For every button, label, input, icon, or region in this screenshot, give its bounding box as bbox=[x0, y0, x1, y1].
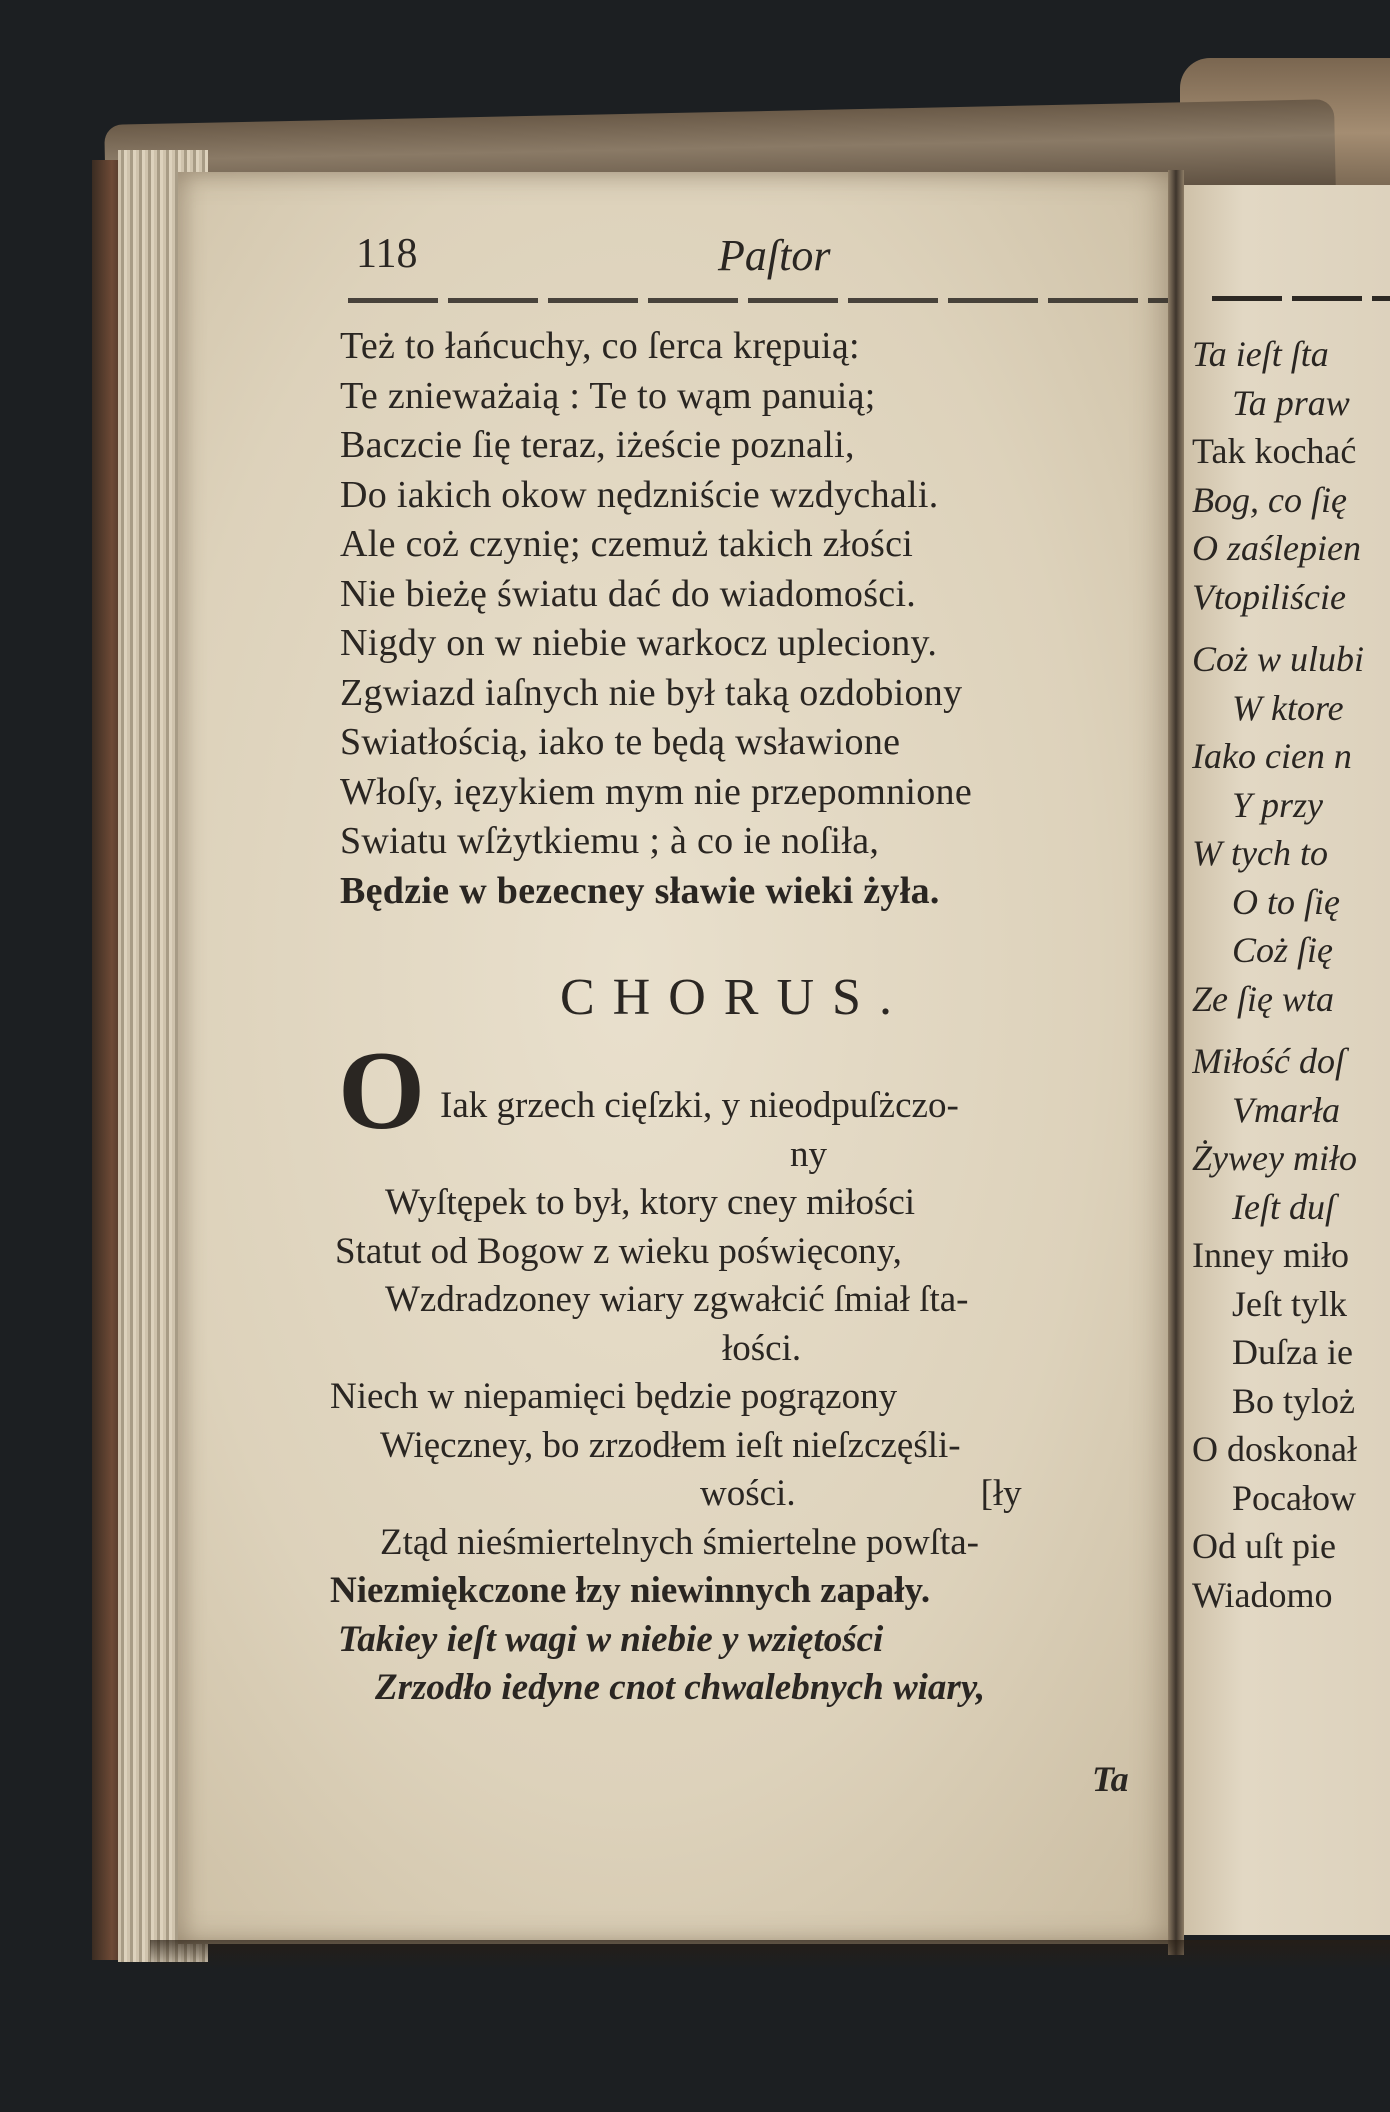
chorus-line: Iak grzech cięſzki, y nieodpuſżczo- bbox=[440, 1085, 959, 1126]
right-header-rule bbox=[1212, 296, 1390, 301]
verse-line: Te znieważaią : Te to wąm panuią; bbox=[340, 374, 876, 417]
chorus-line: Niech w niepamięci będzie pogrązony bbox=[330, 1376, 898, 1417]
chorus-line: łości. bbox=[722, 1327, 802, 1369]
fragment-line: Tak kochać bbox=[1192, 431, 1357, 471]
verse-line: Zgwiazd iaſnych nie był taką ozdobiony bbox=[340, 671, 963, 714]
fragment-line: Ze ſię wta bbox=[1192, 978, 1334, 1019]
fragment-line: W ktore bbox=[1232, 687, 1344, 728]
page-number: 118 bbox=[356, 231, 418, 277]
verse-line: Też to łańcuchy, co ſerca krępuią: bbox=[340, 325, 860, 367]
fragment-line: Od uſt pie bbox=[1192, 1526, 1336, 1566]
fragment-line: Coż w ulubi bbox=[1192, 639, 1365, 679]
fragment-line: Y przy bbox=[1232, 784, 1324, 825]
chorus-block bbox=[330, 1082, 1180, 1713]
chorus-line: Wzdradzoney wiary zgwałcić ſmiał ſta- bbox=[385, 1279, 969, 1320]
fragment-line: Duſza ie bbox=[1232, 1332, 1353, 1372]
fragment-line: Żywey miło bbox=[1192, 1138, 1357, 1178]
fragment-line: Vmarła bbox=[1232, 1089, 1340, 1130]
fragment-line: Jeſt tylk bbox=[1232, 1283, 1347, 1324]
fragment-line: Iako cien n bbox=[1192, 736, 1352, 776]
fragment-line: O zaślepien bbox=[1192, 528, 1361, 568]
chorus-line: Niezmiękczone łzy niewinnych zapały. bbox=[330, 1570, 931, 1611]
fragment-line: Bo tyloż bbox=[1232, 1380, 1355, 1421]
fragment-spacer bbox=[1192, 621, 1390, 635]
fragment-line: O to ſię bbox=[1232, 881, 1340, 922]
bottom-shadow bbox=[150, 1940, 1390, 1970]
verse-line: Swiatu wſżytkiemu ; à co ie noſiła, bbox=[340, 820, 880, 862]
verse-block bbox=[340, 322, 1170, 916]
header-rule bbox=[348, 298, 1168, 303]
chorus-line: Więczney, bo zrzodłem ieſt nieſzczęśli- bbox=[380, 1424, 961, 1466]
fragment-line: Vtopiliście bbox=[1192, 576, 1346, 617]
catchword: Ta bbox=[1092, 1759, 1129, 1799]
fragment-line: W tych to bbox=[1192, 833, 1328, 873]
right-page-fragments bbox=[1192, 330, 1390, 1619]
verse-line: Nigdy on w niebie warkocz upleciony. bbox=[340, 622, 938, 664]
fragment-line: Pocałow bbox=[1232, 1477, 1356, 1518]
fragment-line: Bog, co ſię bbox=[1192, 479, 1347, 520]
fragment-line: Wiadomo bbox=[1192, 1574, 1333, 1615]
chorus-heading: CHORUS. bbox=[560, 969, 910, 1026]
fragment-line: Ieſt duſ bbox=[1232, 1186, 1335, 1227]
fragment-line: Ta praw bbox=[1232, 382, 1350, 423]
verse-line: Będzie w bezecney sławie wieki żyła. bbox=[340, 869, 940, 912]
verse-line: Do iakich okow nędzniście wzdychali. bbox=[340, 473, 939, 516]
verse-line: Ale coż czynię; czemuż takich złości bbox=[340, 523, 914, 565]
chorus-line: ny bbox=[790, 1133, 827, 1175]
chorus-line: Ztąd nieśmiertelnych śmiertelne powſta- bbox=[380, 1521, 979, 1563]
verse-line: Włoſy, ięzykiem mym nie przepomnione bbox=[340, 770, 972, 813]
verse-line: Baczcie ſię teraz, iżeście poznali, bbox=[340, 424, 855, 466]
fragment-line: Miłość doſ bbox=[1192, 1041, 1345, 1081]
verse-line: Swiatłością, iako te będą wsławione bbox=[340, 721, 901, 763]
chorus-line: wości. [ły bbox=[700, 1473, 1022, 1514]
page-header bbox=[356, 230, 1156, 290]
fragment-line: Coż ſię bbox=[1232, 930, 1334, 970]
running-title: Paſtor bbox=[718, 231, 831, 280]
chorus-dropcap: O bbox=[338, 1029, 426, 1153]
chorus-line: Statut od Bogow z wieku poświęcony, bbox=[335, 1230, 902, 1272]
fragment-spacer bbox=[1192, 1023, 1390, 1037]
fragment-line: Inney miło bbox=[1192, 1235, 1349, 1275]
fragment-line: O doskonał bbox=[1192, 1429, 1357, 1469]
chorus-line: Wyſtępek to był, ktory cney miłości bbox=[385, 1182, 916, 1223]
verse-line: Nie bieżę światu dać do wiadomości. bbox=[340, 572, 917, 615]
chorus-line: Zrzodło iedyne cnot chwalebnych wiary, bbox=[375, 1667, 986, 1708]
chorus-line: Takiey ieſt wagi w niebie y wziętości bbox=[338, 1618, 884, 1660]
fragment-line: Ta ieſt ſta bbox=[1192, 334, 1329, 374]
